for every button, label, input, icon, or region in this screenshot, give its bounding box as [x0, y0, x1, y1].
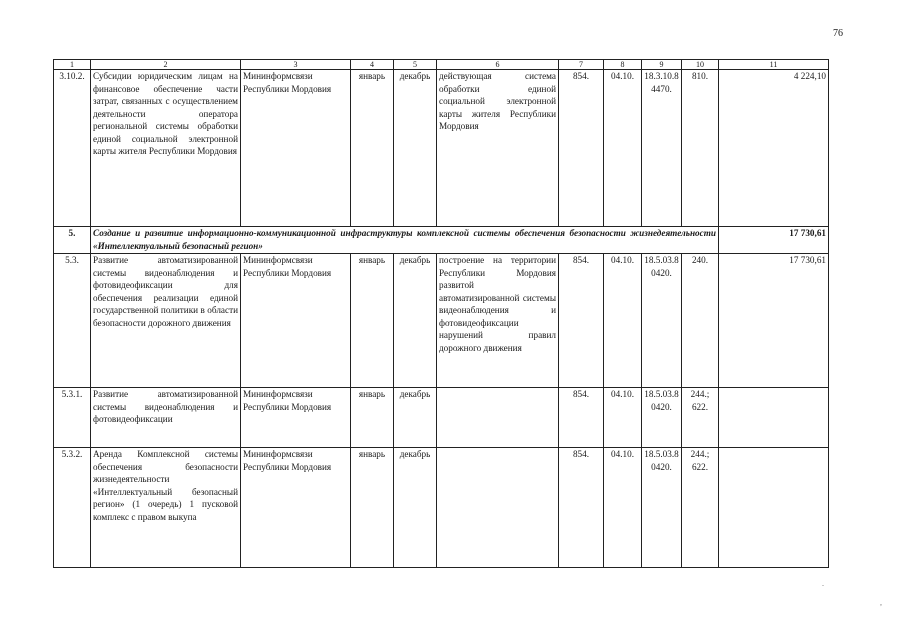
- header-cell: 4: [351, 60, 394, 70]
- row-rzpr: 04.10.: [604, 254, 642, 388]
- program-table: [53, 59, 829, 568]
- row-name: Развитие автоматизированной системы видеонаблюдения и фотовидеофиксации: [91, 388, 241, 448]
- header-cell: 2: [91, 60, 241, 70]
- row-executor: Мининформсвязи Республики Мордовия: [241, 254, 351, 388]
- row-result: [437, 388, 559, 448]
- row-rzpr: 04.10.: [604, 70, 642, 227]
- section-row: [54, 227, 829, 254]
- row-grbs: 854.: [559, 70, 604, 227]
- section-sum: 17 730,61: [719, 227, 829, 254]
- row-end: декабрь: [394, 448, 437, 568]
- header-cell: 9: [642, 60, 682, 70]
- scan-speck: .: [822, 579, 824, 588]
- row-csr: 18.5.03.8 0420.: [642, 254, 682, 388]
- row-grbs: 854.: [559, 254, 604, 388]
- row-start: январь: [351, 448, 394, 568]
- row-start: январь: [351, 70, 394, 227]
- row-name: Субсидии юридическим лицам на финансовое обеспечение части затрат, связанных с осуществлением деятельности оператора региональной системы обработки единой социальной электронной карты жителя Республики Мордовия: [91, 70, 241, 227]
- row-vr: 240.: [682, 254, 719, 388]
- row-number: 5.3.: [54, 254, 91, 388]
- row-csr: 18.3.10.8 4470.: [642, 70, 682, 227]
- row-number: 3.10.2.: [54, 70, 91, 227]
- row-executor: Мининформсвязи Республики Мордовия: [241, 388, 351, 448]
- row-start: январь: [351, 388, 394, 448]
- row-executor: Мининформсвязи Республики Мордовия: [241, 448, 351, 568]
- row-number: 5.3.2.: [54, 448, 91, 568]
- section-number: 5.: [54, 227, 91, 254]
- header-cell: 11: [719, 60, 829, 70]
- row-result: действующая система обработки единой социальной электронной карты жителя Республики Мордовия: [437, 70, 559, 227]
- row-rzpr: 04.10.: [604, 388, 642, 448]
- scan-speck: ,: [880, 598, 882, 607]
- row-vr: 244.; 622.: [682, 448, 719, 568]
- row-sum: 4 224,10: [719, 70, 829, 227]
- header-row: [54, 60, 829, 70]
- row-grbs: 854.: [559, 388, 604, 448]
- row-end: декабрь: [394, 70, 437, 227]
- header-cell: 6: [437, 60, 559, 70]
- header-cell: 8: [604, 60, 642, 70]
- row-end: декабрь: [394, 254, 437, 388]
- row-result: [437, 448, 559, 568]
- header-cell: 1: [54, 60, 91, 70]
- row-name: Развитие автоматизированной системы видеонаблюдения и фотовидеофиксации для обеспечения реализации единой государственной политики в области безопасности дорожного движения: [91, 254, 241, 388]
- row-sum: [719, 388, 829, 448]
- row-csr: 18.5.03.8 0420.: [642, 448, 682, 568]
- row-vr: 244.; 622.: [682, 388, 719, 448]
- page-number: 76: [833, 28, 843, 39]
- row-end: декабрь: [394, 388, 437, 448]
- row-name: Аренда Комплексной системы обеспечения безопасности жизнедеятельности «Интеллектуальный безопасный регион» (1 очередь) 1 пусковой комплекс с правом выкупа: [91, 448, 241, 568]
- row-number: 5.3.1.: [54, 388, 91, 448]
- header-cell: 7: [559, 60, 604, 70]
- table-row: [54, 70, 829, 227]
- row-result: построение на территории Республики Мордовия развитой автоматизированной системы видеонаблюдения и фотовидеофиксации нарушений правил дорожного движения: [437, 254, 559, 388]
- header-cell: 5: [394, 60, 437, 70]
- row-start: январь: [351, 254, 394, 388]
- header-cell: 10: [682, 60, 719, 70]
- row-sum: 17 730,61: [719, 254, 829, 388]
- row-grbs: 854.: [559, 448, 604, 568]
- row-rzpr: 04.10.: [604, 448, 642, 568]
- table-row: [54, 448, 829, 568]
- section-title: Создание и развитие информационно-коммуникационной инфраструктуры комплексной системы обеспечения безопасности жизнедеятельности «Интеллектуальный безопасный регион»: [91, 227, 719, 254]
- table-row: [54, 254, 829, 388]
- row-csr: 18.5.03.8 0420.: [642, 388, 682, 448]
- header-cell: 3: [241, 60, 351, 70]
- row-sum: [719, 448, 829, 568]
- table-row: [54, 388, 829, 448]
- row-executor: Мининформсвязи Республики Мордовия: [241, 70, 351, 227]
- row-vr: 810.: [682, 70, 719, 227]
